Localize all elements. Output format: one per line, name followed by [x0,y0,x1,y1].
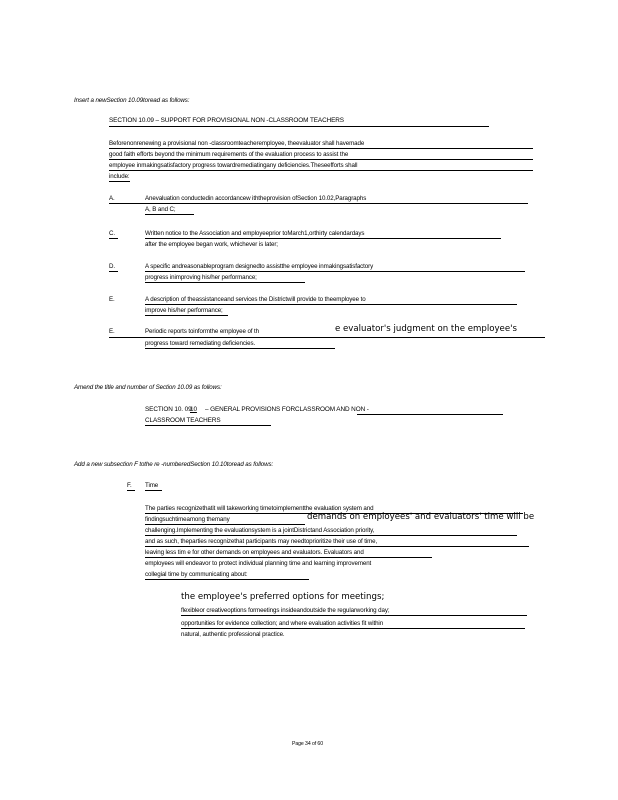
item-d-line-2: progress inimproving his/her performance; [145,274,257,281]
item-a-line-1: Anevaluation conductedin accordancew iththeprovision ofSection 10.02,Paragraphs [145,195,367,202]
time-line-1: The parties recognizethatit will takeworking timetoimplementthe evaluation system and [145,505,374,512]
item-letter: D. [109,263,115,270]
underline [109,170,533,171]
intro-line-3: employee inmakingsatisfactory progress towardremediatingany deficiencies.Theseefforts shall [109,162,358,169]
underline [145,315,228,316]
time-line-4: and as such, theparties recognizethat participants may needtoprioritize their use of time, [145,538,378,545]
new-heading-part-1: SECTION 10. 09 [145,406,192,413]
time-inserted-text: demands on employees' and evaluators' time will be [307,512,535,522]
underline [109,159,533,160]
time-line-2: findingsuchtimeamong themany [145,516,230,523]
underline [145,579,309,580]
new-heading-number: 10 [190,406,197,413]
underline [145,282,305,283]
time-line-7: collegial time by communicating about: [145,571,248,578]
new-heading-part-2: – GENERAL PROVISIONS FORCLASSROOM AND NON - [205,406,369,413]
item-letter: C. [109,230,115,237]
item-letter: E. [109,296,115,303]
item-letter: E. [109,328,115,335]
item-e2-line-2: progress toward remediating deficiencies. [145,340,256,347]
underline [145,238,501,239]
underline [145,557,432,558]
item-e2-line-1: Periodic reports toinformthe employee of th [145,328,260,335]
time-line-5: leaving less tim e for other demands on employees and evaluators. Evaluators and [145,549,364,556]
heading-underline [109,126,489,127]
underline [109,238,118,239]
time-line-6: employees will endeavor to protect individual planning time and learning improvement [145,560,372,567]
bullet-item-3-continued: natural, authentic professional practice. [181,631,285,638]
section-heading: SECTION 10.09 – SUPPORT FOR PROVISIONAL NON -CLASSROOM TEACHERS [109,117,344,124]
underline [145,546,529,547]
subsection-letter: F. [127,482,132,489]
underline [145,214,194,215]
item-c-line-1: Written notice to the Association and employeeprior toMarch1,orthirty calendardays [145,230,365,237]
underline [145,425,271,426]
item-d-line-1: A specific andreasonableprogram designedto assistthe employee inmakingsatisfactory [145,263,374,270]
bullet-item-3: opportunities for evidence collection; and where evaluation activities fit within [181,620,384,627]
bullet-item-2: flexibleor creativeoptions formeetings insideandoutside the regularworking day; [181,607,390,614]
item-c-line-2: after the employee began work, whichever is later; [145,241,278,248]
add-instruction: Add a new subsection F tothe re -numberedSection 10.10toread as follows: [74,461,274,468]
underline [181,615,527,616]
item-e-line-2: improve his/her performance; [145,307,223,314]
underline [109,337,545,338]
item-letter: A. [109,195,115,202]
bullet-item-1: the employee's preferred options for meetings; [181,592,385,602]
underline [109,271,118,272]
underline [145,304,517,305]
underline [145,524,305,525]
underline [145,271,525,272]
underline [127,490,135,491]
item-e2-inserted-text: e evaluator's judgment on the employee's [335,324,517,334]
underline [357,414,503,415]
underline [145,490,162,491]
intro-line-2: good faith efforts beyond the minimum requirements of the evaluation process to assist the [109,151,349,158]
item-e-line-1: A description of theassistanceand services the Districtwill provide to theemployee to [145,296,366,303]
insert-instruction: Insert a newSection 10.09toread as follows: [74,97,190,104]
underline [109,203,528,204]
underline [145,348,335,349]
time-line-3: challenging.Implementing the evaluationsystem is a jointDistrictand Association priority, [145,527,375,534]
intro-line-4: include: [109,173,130,180]
new-heading-line-2: CLASSROOM TEACHERS [145,417,221,424]
underline [109,181,130,182]
intro-line-1: Beforenonrenewing a provisional non -classroomteacheremployee, theevaluator shall havemade [109,140,365,147]
underline [109,148,533,149]
item-a-line-2: A, B and C; [145,206,176,213]
underline [181,628,525,629]
amend-instruction: Amend the title and number of Section 10.09 as follows: [74,384,222,391]
page-number: Page 34 of 60 [292,741,324,747]
subsection-title: Time [145,482,159,489]
underline [145,535,517,536]
